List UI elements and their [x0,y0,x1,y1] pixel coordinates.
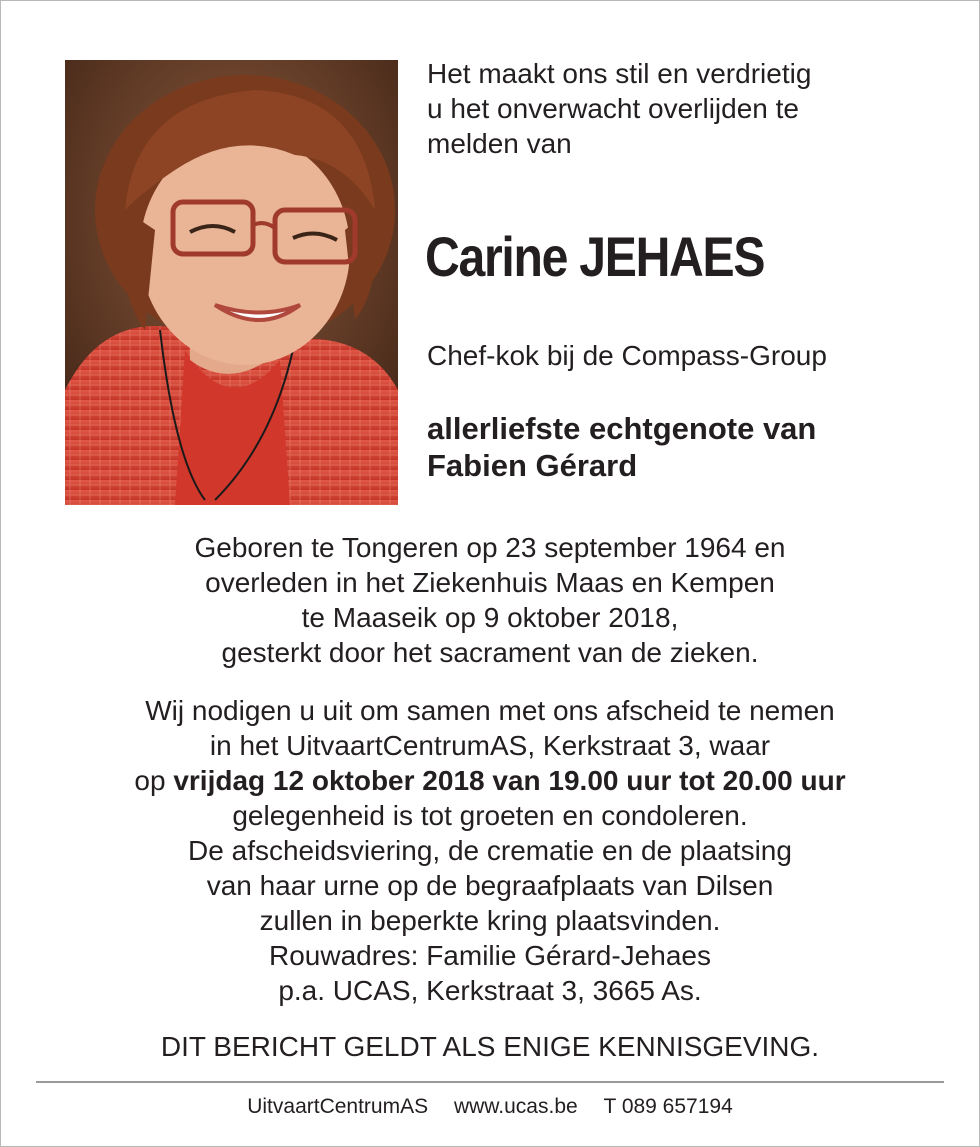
paragraph-line: gelegenheid is tot groeten en condoleren. [232,800,748,831]
deceased-name: Carine JEHAES [425,225,765,288]
spouse-line: allerliefste echtgenote van [427,411,817,446]
intro-text [427,56,947,161]
footer-phone: T 089 657194 [603,1095,733,1118]
paragraph-line: in het UitvaartCentrumAS, Kerkstraat 3, waar [209,730,771,761]
paragraph-line: Geboren te Tongeren op 23 september 1964 en [194,532,786,563]
footer-website[interactable]: www.ucas.be [453,1095,578,1118]
birth-death-paragraph [0,530,980,670]
visitation-date: vrijdag 12 oktober 2018 van 19.00 uur tot 20.00 uur [173,765,846,796]
visitation-line [0,763,980,798]
intro-line: Het maakt ons stil en verdrietig [427,58,812,89]
paragraph-line: te Maaseik op 9 oktober 2018, [301,602,679,633]
paragraph-line: Wij nodigen u uit om samen met ons afscheid te nemen [145,695,835,726]
intro-line: u het onverwacht overlijden te [427,93,799,124]
paragraph-line: gesterkt door het sacrament van de zieken. [221,637,759,668]
mourning-address: Rouwadres: Familie Gérard-Jehaes [269,940,711,971]
notice-text [0,1029,980,1064]
paragraph-line: De afscheidsviering, de crematie en de plaatsing [188,835,792,866]
notice-line: DIT BERICHT GELDT ALS ENIGE KENNISGEVING. [160,1031,820,1062]
paragraph-line: van haar urne op de begraafplaats van Dilsen [206,870,774,901]
mourning-address-detail: p.a. UCAS, Kerkstraat 3, 3665 As. [278,975,702,1006]
spouse-name: Fabien Gérard [427,448,638,483]
portrait-photo [65,60,398,505]
invitation-paragraph [0,693,980,1008]
occupation: Chef-kok bij de Compass-Group [427,340,827,371]
divider [36,1081,944,1083]
footer [0,1095,980,1119]
intro-line: melden van [427,128,572,159]
paragraph-line: overleden in het Ziekenhuis Maas en Kempen [205,567,775,598]
spouse-text [427,410,816,484]
paragraph-line: zullen in beperkte kring plaatsvinden. [259,905,721,936]
visitation-prefix: op [134,765,174,796]
footer-company: UitvaartCentrumAS [247,1095,429,1118]
